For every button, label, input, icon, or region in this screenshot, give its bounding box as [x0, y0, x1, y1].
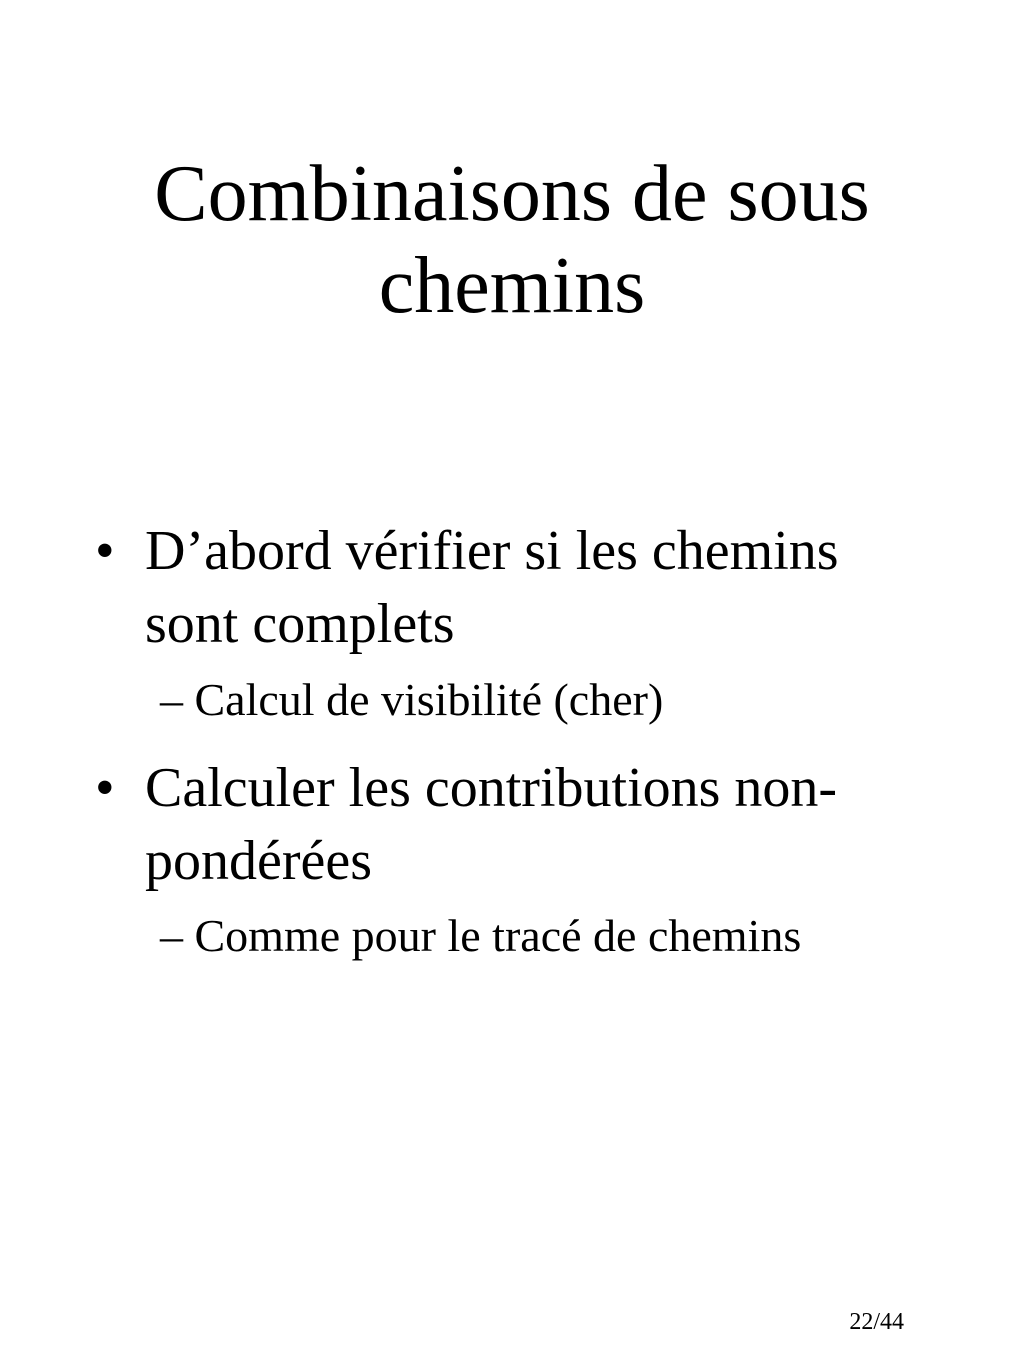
slide-title-line-2: chemins	[378, 242, 646, 330]
bullet-text-line-2: pondérées	[145, 830, 373, 892]
bullet-text-line-2: sont complets	[145, 593, 455, 655]
bullet-item-2	[95, 752, 935, 898]
bullet-text-line-1: Calculer les contributions non-	[145, 757, 838, 819]
sub-bullet-item-1: – Calcul de visibilité (cher)	[160, 674, 664, 725]
slide-title	[0, 148, 1024, 332]
slide-title-line-1: Combinaisons de sous	[154, 150, 870, 238]
bullet-marker: •	[95, 757, 115, 819]
bullet-item-1	[95, 515, 935, 661]
bullet-marker: •	[95, 520, 115, 582]
bullet-text-line-1: D’abord vérifier si les chemins	[145, 520, 839, 582]
sub-bullet-item-2: – Comme pour le tracé de chemins	[160, 910, 802, 961]
page-number: 22/44	[849, 1309, 904, 1335]
